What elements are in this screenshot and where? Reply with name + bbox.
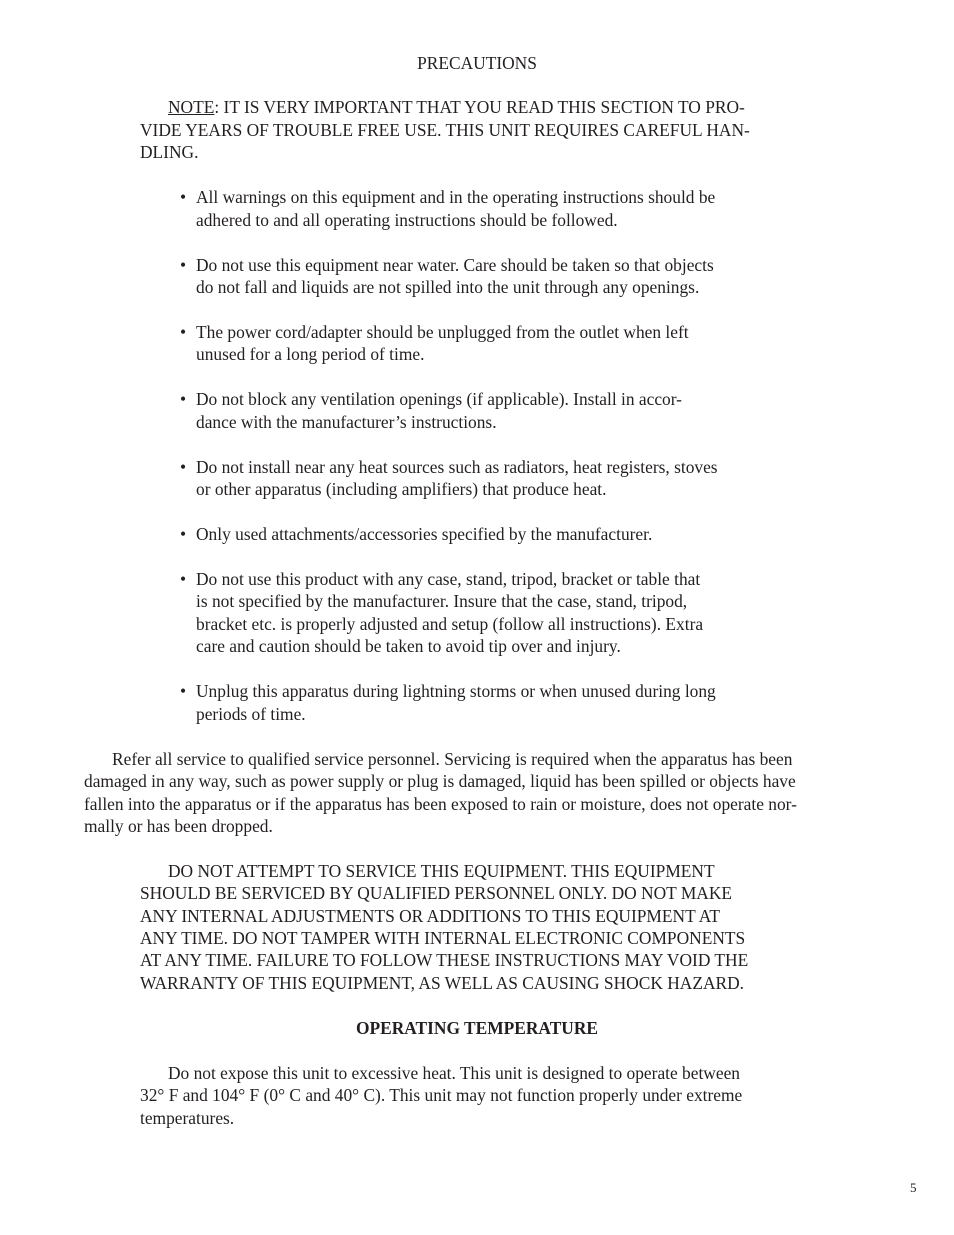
warning-line-4: AT ANY TIME. FAILURE TO FOLLOW THESE INSTRUCTIONS MAY VOID THE bbox=[140, 950, 749, 970]
bullet-6-line-1: is not specified by the manufacturer. Insure that the case, stand, tripod, bbox=[196, 591, 688, 611]
bullet-2-line-1: unused for a long period of time. bbox=[196, 344, 425, 364]
bullet-3-line-0: Do not block any ventilation openings (if applicable). Install in accor- bbox=[196, 389, 682, 409]
bullet-1-line-0: Do not use this equipment near water. Care should be taken so that objects bbox=[196, 255, 714, 275]
bullet-0-line-0: All warnings on this equipment and in the operating instructions should be bbox=[196, 187, 716, 207]
warning-line-1: SHOULD BE SERVICED BY QUALIFIED PERSONNEL ONLY. DO NOT MAKE bbox=[140, 883, 733, 903]
note-line-3: DLING. bbox=[140, 142, 199, 162]
operating-line-1: 32° F and 104° F (0° C and 40° C). This unit may not function properly under extreme bbox=[140, 1085, 743, 1105]
warning-line-0: DO NOT ATTEMPT TO SERVICE THIS EQUIPMENT. THIS EQUIPMENT bbox=[168, 861, 715, 881]
operating-line-2: temperatures. bbox=[140, 1108, 235, 1128]
note-line-1 bbox=[168, 96, 745, 118]
warning-line-5: WARRANTY OF THIS EQUIPMENT, AS WELL AS CAUSING SHOCK HAZARD. bbox=[140, 973, 745, 993]
bullet-7-line-0: Unplug this apparatus during lightning storms or when unused during long bbox=[196, 681, 716, 701]
operating-line-0: Do not expose this unit to excessive heat. This unit is designed to operate between bbox=[168, 1063, 740, 1083]
note-label: NOTE bbox=[168, 97, 215, 117]
bullet-0-line-1: adhered to and all operating instructions should be followed. bbox=[196, 210, 618, 230]
service-line-2: fallen into the apparatus or if the apparatus has been exposed to rain or moisture, does not operate nor- bbox=[84, 794, 797, 814]
bullet-6-line-3: care and caution should be taken to avoid tip over and injury. bbox=[196, 636, 621, 656]
bullet-icon: • bbox=[180, 322, 187, 342]
bullet-3-line-1: dance with the manufacturer’s instructions. bbox=[196, 412, 497, 432]
operating-temperature-heading: OPERATING TEMPERATURE bbox=[355, 1018, 599, 1038]
bullet-icon: • bbox=[180, 681, 187, 701]
service-line-3: mally or has been dropped. bbox=[84, 816, 273, 836]
bullet-icon: • bbox=[180, 524, 187, 544]
bullet-6-line-0: Do not use this product with any case, stand, tripod, bracket or table that bbox=[196, 569, 701, 589]
bullet-icon: • bbox=[180, 187, 187, 207]
bullet-icon: • bbox=[180, 457, 187, 477]
bullet-7-line-1: periods of time. bbox=[196, 704, 306, 724]
bullet-icon: • bbox=[180, 255, 187, 275]
warning-line-3: ANY TIME. DO NOT TAMPER WITH INTERNAL ELECTRONIC COMPONENTS bbox=[140, 928, 746, 948]
service-line-1: damaged in any way, such as power supply or plug is damaged, liquid has been spilled or objects have bbox=[84, 771, 796, 791]
note-line-2: VIDE YEARS OF TROUBLE FREE USE. THIS UNIT REQUIRES CAREFUL HAN- bbox=[140, 120, 750, 140]
bullet-5-line-0: Only used attachments/accessories specified by the manufacturer. bbox=[196, 524, 653, 544]
service-line-0: Refer all service to qualified service personnel. Servicing is required when the apparatus has been bbox=[112, 749, 793, 769]
bullet-4-line-0: Do not install near any heat sources such as radiators, heat registers, stoves bbox=[196, 457, 718, 477]
page-title: PRECAUTIONS bbox=[417, 53, 537, 73]
bullet-icon: • bbox=[180, 389, 187, 409]
note-line-1-text: : IT IS VERY IMPORTANT THAT YOU READ THIS SECTION TO PRO- bbox=[214, 97, 745, 117]
warning-line-2: ANY INTERNAL ADJUSTMENTS OR ADDITIONS TO THIS EQUIPMENT AT bbox=[140, 906, 721, 926]
bullet-1-line-1: do not fall and liquids are not spilled into the unit through any openings. bbox=[196, 277, 700, 297]
bullet-6-line-2: bracket etc. is properly adjusted and setup (follow all instructions). Extra bbox=[196, 614, 704, 634]
bullet-2-line-0: The power cord/adapter should be unplugged from the outlet when left bbox=[196, 322, 689, 342]
bullet-icon: • bbox=[180, 569, 187, 589]
bullet-4-line-1: or other apparatus (including amplifiers) that produce heat. bbox=[196, 479, 607, 499]
page-number: 5 bbox=[910, 1180, 917, 1195]
